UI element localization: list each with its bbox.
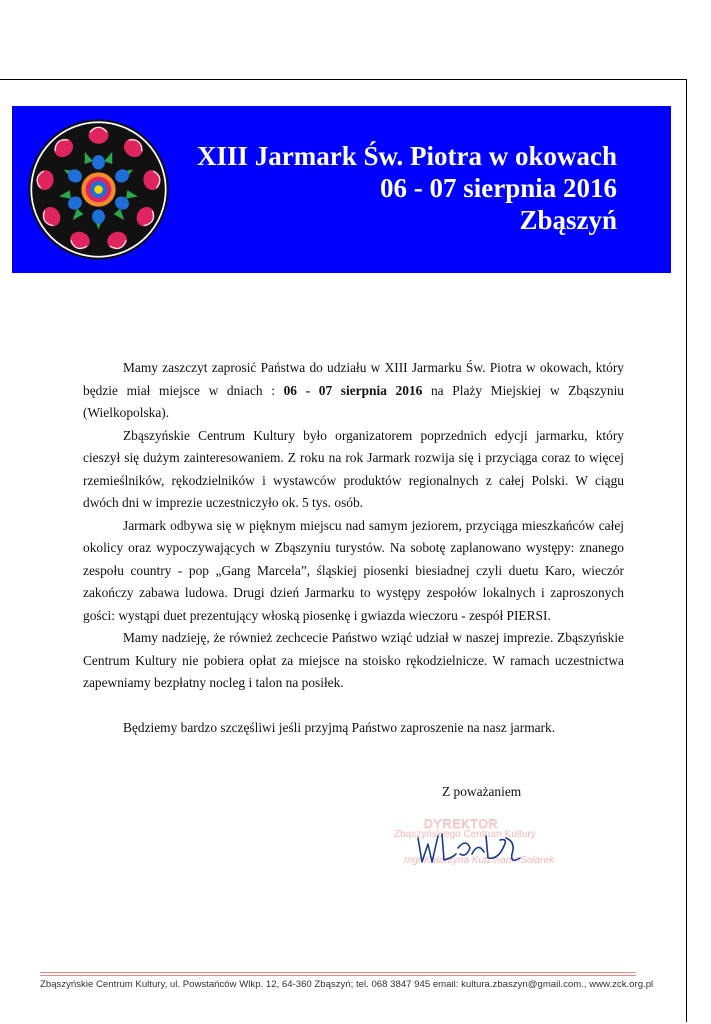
event-dates: 06 - 07 sierpnia 2016	[379, 173, 617, 203]
footer-contact: Zbąszyńskie Centrum Kultury, ul. Powstańców Wlkp. 12, 64-360 Zbąszyń; tel. 068 3847 945 email: kultura.zbaszyn@gmail.com., www.zck.org.pl	[40, 979, 654, 990]
footer-divider	[40, 972, 636, 973]
stamp-name: mgr Katarzyna Kutzmann-Sołarek	[404, 855, 555, 866]
letter-body	[83, 357, 624, 739]
footer-divider-2	[40, 975, 636, 976]
event-location: Zbąszyń	[519, 205, 617, 235]
svg-text:DYREKTOR: DYREKTOR	[424, 817, 499, 831]
paragraph-history: Zbąszyńskie Centrum Kultury było organizatorem poprzednich edycji jarmarku, który cieszył się dużym zainteresowaniem. Z roku na rok Jarmark rozwija się i przyciąga coraz to więcej rzemieślników, rękodzielników i wystawców produktów regionalnych z całej Polski. W ciągu dwóch dni w imprezie uczestniczyło ok. 5 tys. osób.	[83, 427, 624, 510]
stamp-institution: Zbąszyńskiego Centrum Kultury	[394, 829, 536, 840]
closing-regards: Z poważaniem	[442, 784, 522, 799]
handwritten-signature	[412, 824, 522, 874]
event-title-block	[197, 140, 617, 236]
paragraph-invitation: Mamy zaszczyt zaprosić Państwa do udziału w XIII Jarmarku Św. Piotra w okowach, który będzie miał miejsce w dniach : 06 - 07 sierpnia 2016 na Plaży Miejskiej w Zbąszyniu (Wielkopolska).	[83, 360, 624, 420]
folk-rosette-icon	[27, 118, 170, 261]
event-date-highlight: 06 - 07 sierpnia 2016	[283, 382, 423, 398]
paragraph-conditions: Mamy nadzieję, że również zechcecie Państwo wziąć udział w naszej imprezie. Zbąszyńskie Centrum Kultury nie pobiera opłat za miejsce na stoisko rękodzielnicze. W ramach uczestnictwa zapewniamy bezpłatny nocleg i talon na posiłek.	[83, 630, 624, 690]
paragraph-program: Jarmark odbywa się w pięknym miejscu nad samym jeziorem, przyciąga mieszkańców całej okolicy oraz wypoczywających w Zbąszyniu turystów. Na sobotę zaplanowano występy: znanego zespołu country - pop „Gang Marcela”, śląskiej piosenki biesiadnej czyli duetu Karo, wieczór zakończy zabawa ludowa. Drugi dzień Jarmarku to występy zespołów lokalnych i zaproszonych gości: wystąpi duet prezentujący włoską piosenkę i gwiazda wieczoru - zespół PIERSI.	[83, 517, 624, 623]
event-title: XIII Jarmark Św. Piotra w okowach	[196, 141, 617, 171]
paragraph-closing-wish: Będziemy bardzo szczęśliwi jeśli przyjmą Państwo zaproszenie na nasz jarmark.	[123, 719, 556, 735]
